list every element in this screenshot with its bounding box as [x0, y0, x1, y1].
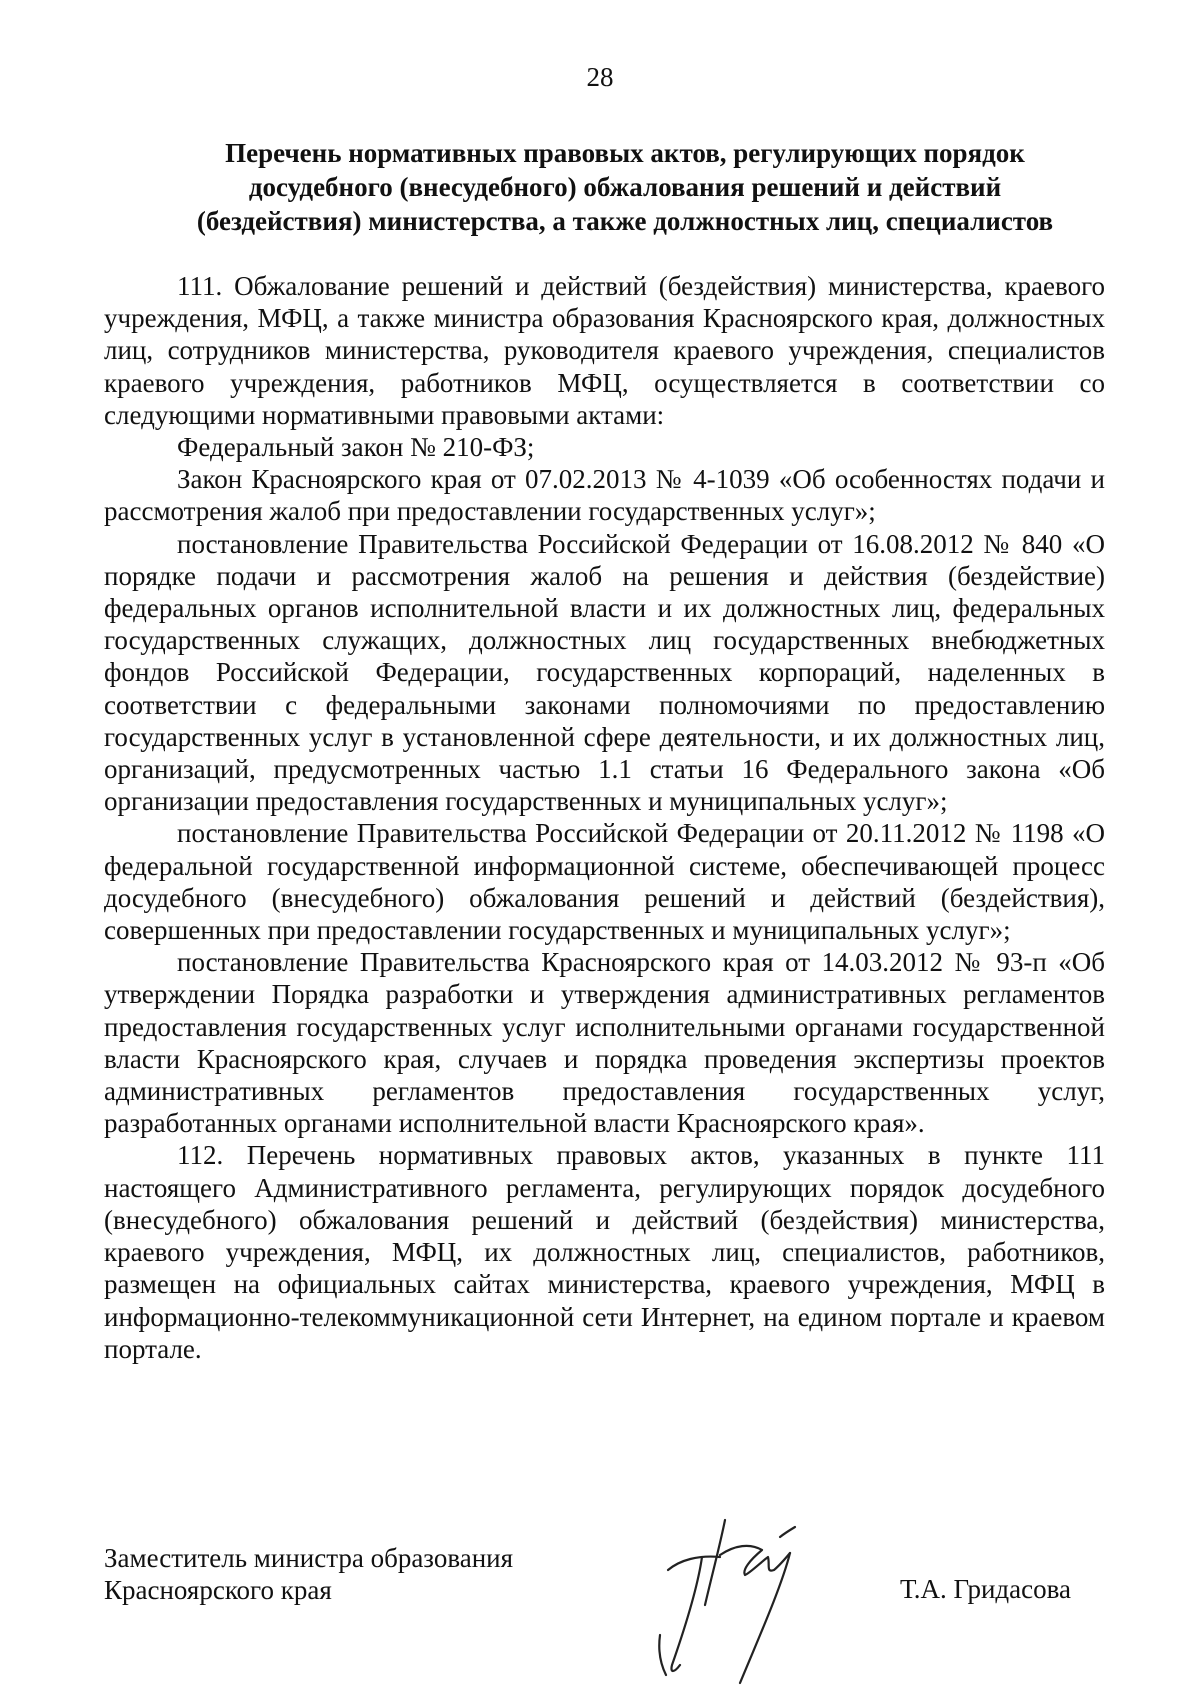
paragraph-112: 112. Перечень нормативных правовых актов, указанных в пункте 111 настоящего Административного регламента, регулирующих порядок досудебного (внесудебного) обжалования решений и действий (бездействия) министерства, краевого учреждения, МФЦ, их должностных лиц, специалистов, работников, размещен на официальных сайтах министерства, краевого учреждения, МФЦ в информационно-телекоммуникационной сети Интернет, на едином портале и краевом портале.: [104, 1140, 1105, 1364]
list-item-resolution-1198: постановление Правительства Российской Федерации от 20.11.2012 № 1198 «О федеральной государственной информационной системе, обеспечивающей процесс досудебного (внесудебного) обжалования решений и действий (бездействия), совершенных при предоставлении государственных и муниципальных услуг»;: [104, 818, 1105, 946]
paragraph-111: 111. Обжалование решений и действий (бездействия) министерства, краевого учреждения, МФЦ, а также министра образования Красноярского края, должностных лиц, сотрудников министерства, руководителя краевого учреждения, специалистов краевого учреждения, работников МФЦ, осуществляется в соответствии со следующими нормативными правовыми актами:: [104, 271, 1105, 430]
list-item-resolution-93p: постановление Правительства Красноярского края от 14.03.2012 № 93-п «Об утверждении Порядка разработки и утверждения административных регламентов предоставления государственных услуг исполнительными органами государственной власти Красноярского края, случаев и порядка проведения экспертизы проектов административных регламентов предоставления государственных услуг, разработанных органами исполнительной власти Красноярского края».: [104, 947, 1105, 1139]
signatory-position: [104, 1542, 513, 1606]
heading-line: (бездействия) министерства, а также должностных лиц, специалистов: [196, 206, 1054, 236]
document-heading: [150, 136, 1100, 238]
list-item-federal-law: Федеральный закон № 210-ФЗ;: [177, 432, 535, 463]
list-item-regional-law: Закон Красноярского края от 07.02.2013 № 4-1039 «Об особенностях подачи и рассмотрения жалоб при предоставлении государственных услуг»;: [104, 464, 1105, 527]
list-item-resolution-840: постановление Правительства Российской Федерации от 16.08.2012 № 840 «О порядке подачи и рассмотрения жалоб на решения и действия (бездействие) федеральных органов исполнительной власти и их должностных лиц, федеральных государственных служащих, должностных лиц государственных внебюджетных фондов Российской Федерации, государственных корпораций, наделенных в соответствии с федеральными законами полномочиями по предоставлению государственных услуг в установленной сфере деятельности, и их должностных лиц, организаций, предусмотренных частью 1.1 статьи 16 Федерального закона «Об организации предоставления государственных и муниципальных услуг»;: [104, 528, 1105, 817]
signatory-position-line: Красноярского края: [104, 1575, 332, 1605]
document-body: [104, 270, 1105, 1365]
signatory-name: Т.А. Гридасова: [900, 1574, 1071, 1604]
handwritten-signature: [650, 1515, 850, 1695]
heading-line: досудебного (внесудебного) обжалования решений и действий: [248, 172, 1002, 202]
page-number: 28: [586, 62, 614, 92]
signatory-position-line: Заместитель министра образования: [104, 1543, 514, 1573]
heading-line: Перечень нормативных правовых актов, регулирующих порядок: [225, 138, 1025, 168]
